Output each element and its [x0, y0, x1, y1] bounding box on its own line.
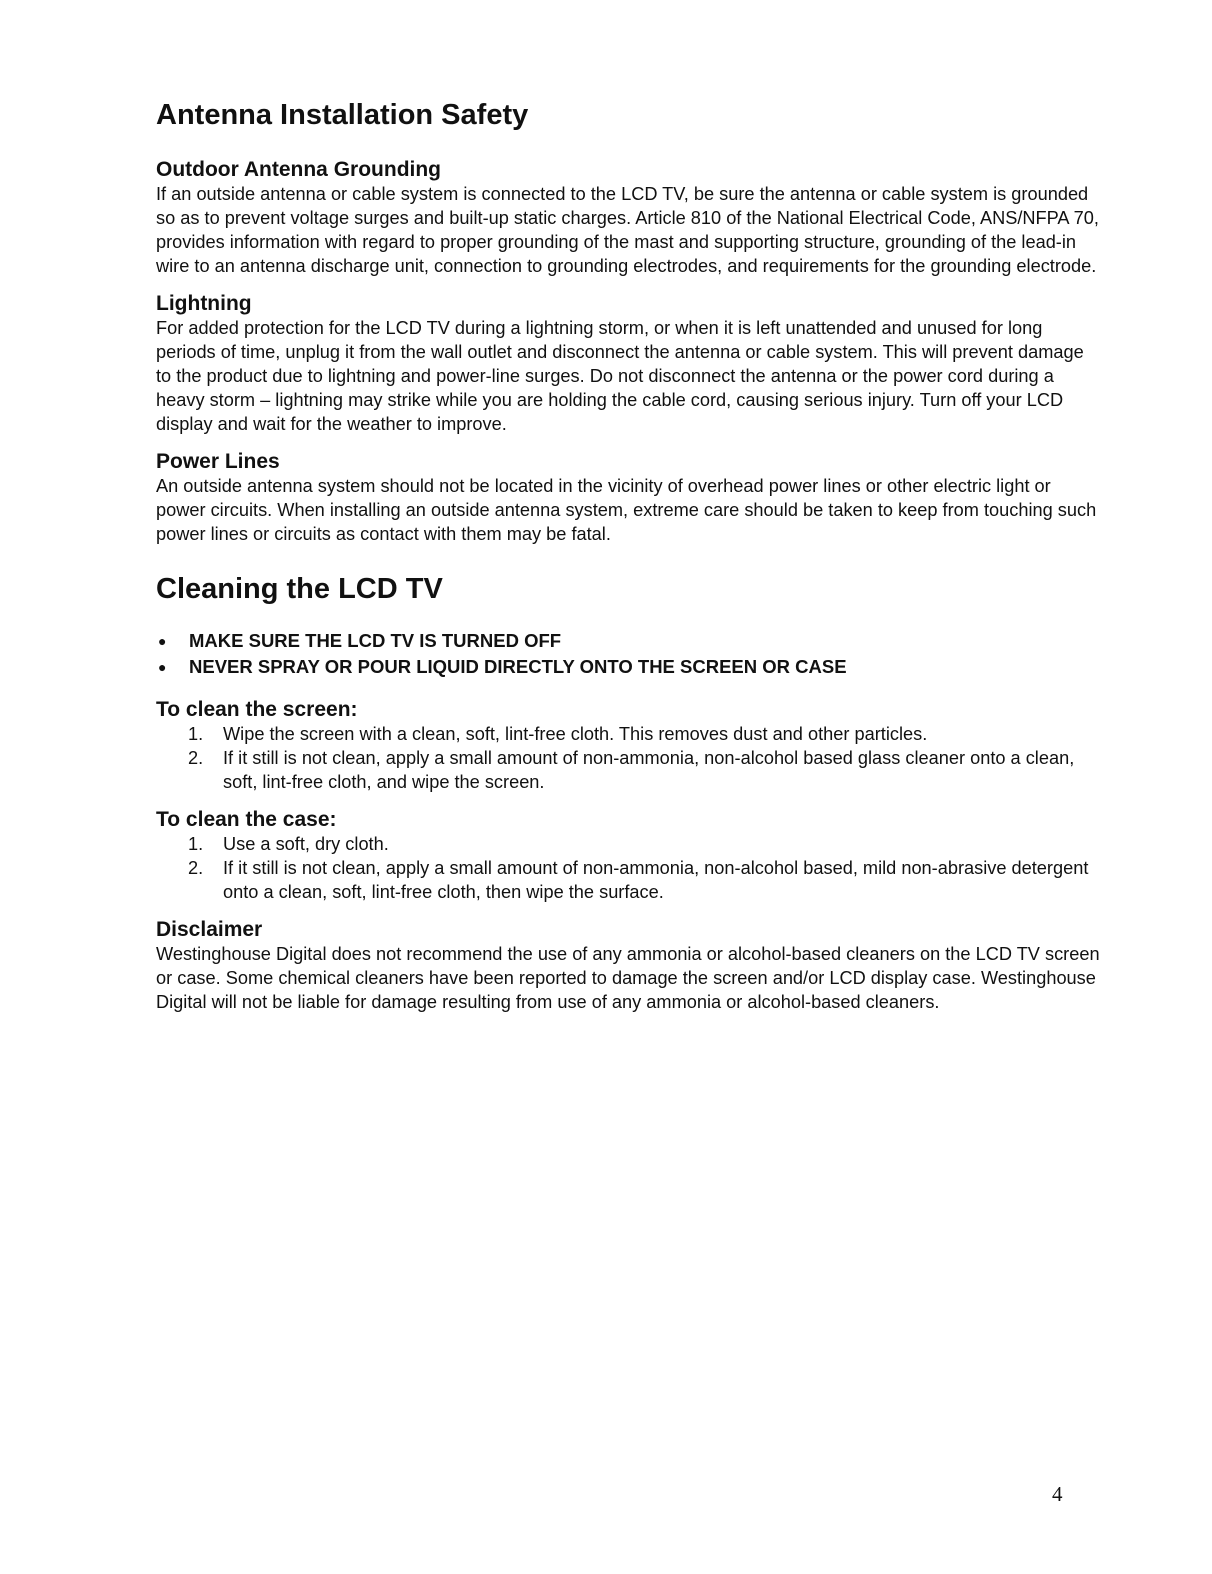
power-lines-text: An outside antenna system should not be located in the vicinity of overhead power lines or other electric light or power circuits. When installing an outside antenna system, extreme care should be taken to keep from touching such power lines or circuits as contact with them may be fatal. [156, 476, 1097, 544]
step-item [156, 856, 1101, 904]
document-page [156, 98, 1101, 1014]
power-lines-heading: Power Lines [156, 450, 280, 473]
warning-item [156, 654, 1101, 680]
clean-screen-section [156, 698, 1101, 794]
bullet-icon: ● [158, 659, 167, 675]
step-number: 1. [188, 724, 204, 744]
grounding-section [156, 158, 1101, 278]
clean-case-heading: To clean the case: [156, 808, 337, 831]
grounding-heading: Outdoor Antenna Grounding [156, 158, 442, 181]
step-item [156, 722, 1101, 746]
bullet-icon: ● [158, 633, 167, 649]
clean-screen-steps [156, 722, 1101, 794]
warning-text: NEVER SPRAY OR POUR LIQUID DIRECTLY ONTO THE SCREEN OR CASE [189, 656, 847, 677]
clean-case-section [156, 808, 1101, 904]
disclaimer-section [156, 918, 1101, 1014]
lightning-text: For added protection for the LCD TV during a lightning storm, or when it is left unattended and unused for long periods of time, unplug it from the wall outlet and disconnect the antenna or cable system. This will prevent damage to the product due to lightning and power-line surges. Do not disconnect the antenna or the power cord during a heavy storm – lightning may strike while you are holding the cable cord, causing serious injury. Turn off your LCD display and wait for the weather to improve. [156, 318, 1084, 434]
step-number: 1. [188, 834, 204, 854]
step-item [156, 832, 1101, 856]
lightning-section [156, 292, 1101, 436]
grounding-text: If an outside antenna or cable system is connected to the LCD TV, be sure the antenna or cable system is grounded so as to prevent voltage surges and built-up static charges. Article 810 of the National Electrical Code, ANS/NFPA 70, provides information with regard to proper grounding of the mast and supporting structure, grounding of the lead-in wire to an antenna discharge unit, connection to grounding electrodes, and requirements for the grounding electrode. [156, 184, 1099, 276]
warning-text: MAKE SURE THE LCD TV IS TURNED OFF [189, 630, 562, 651]
clean-screen-heading: To clean the screen: [156, 698, 358, 721]
disclaimer-text: Westinghouse Digital does not recommend the use of any ammonia or alcohol-based cleaners on the LCD TV screen or case. Some chemical cleaners have been reported to damage the screen and/or LCD display case. Westinghouse Digital will not be liable for damage resulting from use of any ammonia or alcohol-based cleaners. [156, 944, 1100, 1012]
step-item [156, 746, 1101, 794]
page-number: 4 [1052, 1482, 1063, 1506]
step-number: 2. [188, 748, 204, 768]
step-text: If it still is not clean, apply a small amount of non-ammonia, non-alcohol based, mild non-abrasive detergent onto a clean, soft, lint-free cloth, then wipe the surface. [223, 858, 1089, 902]
cleaning-title: Cleaning the LCD TV [156, 573, 443, 605]
warning-list [156, 628, 1101, 680]
lightning-heading: Lightning [156, 292, 252, 315]
power-lines-section [156, 450, 1101, 546]
step-text: Use a soft, dry cloth. [223, 834, 389, 854]
antenna-safety-title: Antenna Installation Safety [156, 99, 529, 131]
step-number: 2. [188, 858, 204, 878]
warning-item [156, 628, 1101, 654]
step-text: If it still is not clean, apply a small amount of non-ammonia, non-alcohol based glass cleaner onto a clean, soft, lint-free cloth, and wipe the screen. [223, 748, 1075, 792]
disclaimer-heading: Disclaimer [156, 918, 263, 941]
step-text: Wipe the screen with a clean, soft, lint-free cloth. This removes dust and other particles. [223, 724, 928, 744]
clean-case-steps [156, 832, 1101, 904]
